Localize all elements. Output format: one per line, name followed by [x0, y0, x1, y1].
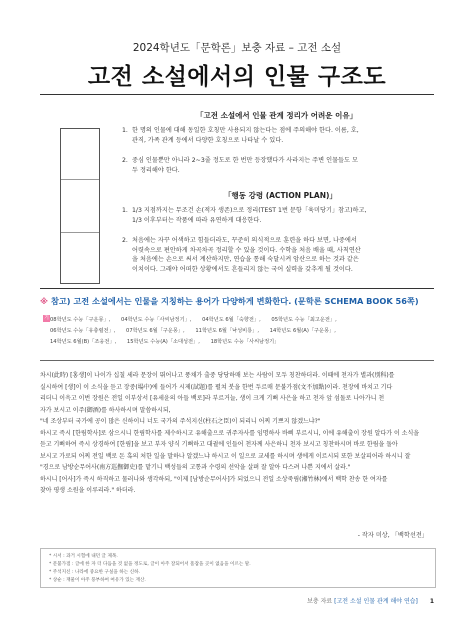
exam-item: 14학년도 6월(A)「구운몽」, — [269, 328, 336, 334]
passage-line: 하시니 [어사]가 즉시 하직하고 물러나와 생각하되, "이제 [남방순무어사]가 되었으니 전일 소상죽림(湘竹林)에서 백학 찬송 한 여자를 — [40, 475, 388, 483]
action-item-2-line-3: 을 처음에는 손으로 써서 계산하지만, 연습을 통해 숙달시켜 암산으로 하는 것과 같은 — [132, 256, 359, 264]
note-item: * 주석지신 : 나라에 중요한 구실을 하는 신하. — [49, 570, 140, 575]
action-item-2 — [122, 236, 440, 274]
exam-item: 15학년도 수능(A)「소대성전」, — [126, 339, 200, 345]
passage-line: 차시(此時) [홍생]이 나이가 십칠 세라 문장이 뛰어나고 풍채가 출중 당당하매 보는 사람이 모두 칭찬하더라. 이때에 천자가 별과(別科)를 — [40, 372, 395, 379]
action-item-1 — [122, 206, 440, 225]
exam-item: 06학년도 수능「유충렬전」, — [50, 328, 116, 334]
why-heading: 「고전 소설에서 인물 관계 정리가 어려운 이유」 — [196, 111, 358, 120]
title-divider — [40, 94, 434, 95]
why-item-2-line-1: 중심 인물뿐만 아니라 2~3줄 정도로 한 번만 등장했다가 사라지는 주변 인물들도 모 — [132, 157, 358, 164]
exam-item: 04학년도 6월「숙향전」, — [202, 317, 261, 323]
action-item-2-line-2: 어렷속으로 편안하게 차곡차곡 정리할 수 있을 것이다. 수학을 처음 배울 때, 사칙연산 — [132, 246, 361, 254]
exam-item: 14학년도 6월(B)「조웅전」, — [50, 339, 117, 345]
vocabulary-notes — [40, 548, 436, 588]
reference-text: 참고) 고전 소설에서는 인물을 지칭하는 용어가 다양하게 변화한다. (문학론 SCHEMA BOOK 56쪽) — [50, 296, 419, 306]
passage-line: "네 조상부터 국가에 공이 많은 신하이니 너도 국가의 주석지신(柱石之臣)이 되리니 어찌 기쁘지 않겠느냐?" — [40, 418, 321, 425]
action-item-2-line-1: 처음에는 자꾸 어색하고 힘들더라도, 꾸준히 의식적으로 훈련을 하다 보면, 나중에서 — [132, 237, 357, 244]
passage-line: "경으로 남방순무어사(南方巡撫御史)를 맡기니 백성들의 고통과 수령의 선악을 살펴 잘 알아 다스려 나쁜 지에서 살라." — [40, 464, 351, 471]
page-number: 1 — [429, 598, 434, 605]
why-item-1-line-2: 관직, 가족 관계 등에서 다양한 호칭으로 나타날 수 있다. — [132, 136, 284, 144]
passage-line: 실시하여 [생]이 이 소식을 듣고 장중(場中)에 들어가 시제(試題)를 펼쳐 붓을 한번 두르매 문불가점(文不加點)이라. 천장에 바치고 기다 — [40, 383, 393, 391]
reference-note — [40, 296, 419, 307]
why-item-2 — [122, 156, 440, 175]
why-item-1 — [122, 126, 440, 145]
exam-item: 08학년도 수능「구운몽」, — [50, 317, 111, 323]
passage-line: 듣고 기뻐하여 즉시 상경하여 [한림]을 보고 부자 양식 기뻐하고 대궐에 인들어 천자께 사은하니 천자 보시고 칭찬하시며 바로 한림을 돌아 — [40, 441, 398, 448]
action-item-1-num: 1. — [122, 207, 128, 214]
exam-list — [40, 312, 434, 356]
document-subtitle: 2024학년도「문학론」보충 자료 – 고전 소설 — [132, 42, 342, 54]
note-item: * 시서 : 과거 시험에 내던 글 제목. — [49, 554, 118, 559]
passage-line: 찾아 평생 소원을 이루리라." 하더라. — [40, 487, 136, 494]
structure-diagram-box — [60, 128, 100, 284]
footer-label: 보충 자료 — [307, 598, 333, 605]
action-item-2-line-4: 이치이다. 그래야 어떠한 상황에서도 흔들리지 않는 국어 실력을 갖추게 될 것이다. — [132, 265, 353, 273]
passage-divider — [40, 360, 434, 361]
passage-line: 자가 보시고 이주(御酒)를 하사하시며 말씀하시되, — [40, 406, 171, 414]
exam-item: 07학년도 6월「구운몽」, — [126, 328, 185, 334]
why-item-1-num: 1. — [122, 127, 128, 134]
exam-item: 18학년도 수능「사씨남정기」 — [210, 339, 280, 345]
exam-row-1 — [50, 316, 346, 323]
action-item-1-line-1: 1/3 지점까지는 무조건 손(적자 생존)으로 정리(TEST 1번 문항「육미당기」참고)하고, — [132, 207, 367, 214]
why-item-2-num: 2. — [122, 157, 128, 164]
action-item-1-line-2: 1/3 이후부터는 작품에 따라 유연하게 대응한다. — [132, 216, 262, 224]
exam-row-3 — [50, 338, 288, 345]
exam-item: 11학년도 6월「낙성비룡」, — [195, 328, 260, 334]
why-item-1-line-1: 한 명의 인물에 대해 동일한 호칭만 사용되지 않는다는 점에 주의해야 한다. 이름, 호, — [132, 127, 359, 134]
exam-row-2 — [50, 327, 345, 334]
document-title: 고전 소설에서의 인물 구조도 — [87, 64, 387, 90]
structure-box-top — [61, 129, 99, 180]
structure-box-bottom — [61, 233, 99, 284]
footer-brand: [고전 소설 인물 관계 해야 연습] — [334, 598, 418, 605]
action-item-2-num: 2. — [122, 237, 128, 244]
passage-attribution: - 작자 미상, 「백학선전」 — [357, 532, 428, 539]
page-footer — [307, 596, 434, 605]
action-heading: 「행동 강령 (ACTION PLAN)」 — [224, 191, 337, 200]
exam-list-tag: 기 — [44, 315, 49, 321]
passage-line: 리더니 이윽고 이번 장원은 전일 이부상서 [유세윤의 아들 백로]라 부르거늘, 생이 크게 기뻐 사은을 하고 천자 앞 섬돌로 나아가니 천 — [40, 395, 385, 402]
section-divider — [40, 288, 434, 289]
exam-item: 05학년도 수능「최고운전」, — [271, 317, 337, 323]
structure-box-middle — [61, 180, 99, 233]
passage-line: 보시고 가로되 어찌 전일 백로 돈 혹의 처한 일을 말하나 알겠느냐 하시고 이 일으로 교세를 하시며 생에게 이르시되 또한 보살피어라 하시니 잘 — [40, 452, 411, 460]
passage-line: 하시고 즉시 [한림학사]로 삼으시니 한림학사를 제수하시고 유해출으로 귀주자사를 임명하사 바삐 부르시니, 이에 유해출이 장원 알다가 이 소식을 — [40, 429, 420, 437]
note-item: * 상순 : 재물이 아주 풍부하여 여유가 있는 재산. — [49, 578, 146, 583]
exam-item: 04학년도 수능「사씨남정기」, — [121, 317, 192, 323]
reference-marker: ※ — [40, 296, 48, 306]
note-item: * 문불가점 : 글에 한 자 더 다듬을 것 없을 정도로, 글이 아주 잘되어서 흠잡을 곳이 없음을 이르는 말. — [49, 562, 251, 567]
passage — [40, 370, 434, 497]
why-item-2-line-2: 두 정리해야 한다. — [132, 166, 180, 174]
